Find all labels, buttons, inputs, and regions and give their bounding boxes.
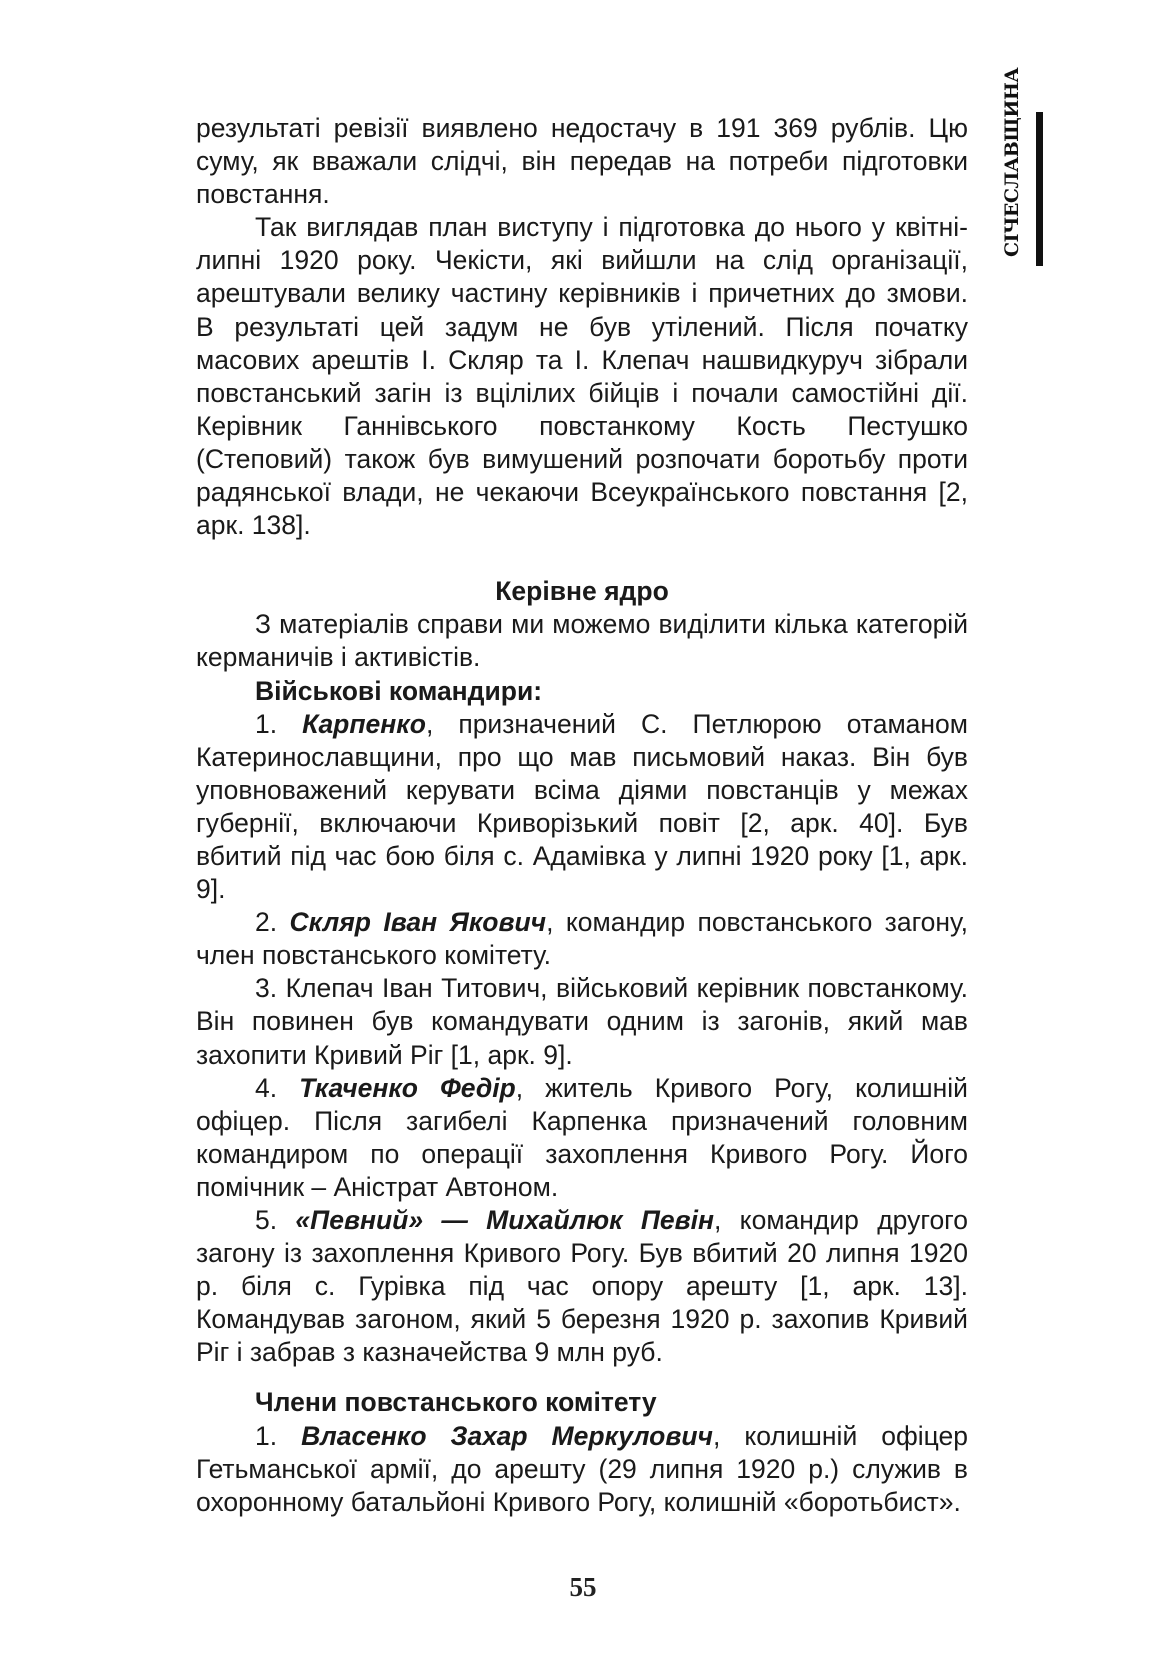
subheading-committee: Члени повстанського комітету [255, 1387, 657, 1418]
spacer [196, 1369, 968, 1386]
side-logo [1000, 67, 1050, 266]
list-item [196, 1420, 968, 1519]
paragraph: Так виглядав план виступу і підготовка до нього у квітні-липні 1920 року. Чекісти, які вийшли на слід організації, арештували велику частину керівників і причетних до змови. В результаті цей задум не був утілений. Після початку масових арештів І. Скляр та І. Клепач нашвидкуруч зібрали повстанський загін із вцілілих бійців і почали самостійні дії. Керівник Ганнівського повстанкому Кость Пестушко (Степовий) також був вимушений розпочати боротьбу проти радянської влади, не чекаючи Всеукраїнського повстання [2, арк. 138]. [196, 212, 968, 541]
paragraph: результаті ревізії виявлено недостачу в 191 369 рублів. Цю суму, як вважали слідчі, він передав на потреби підготовки повстання. [196, 113, 968, 210]
logo-bar [1036, 112, 1043, 266]
page-number: 55 [569, 1572, 597, 1602]
item-number: 1. [255, 1420, 302, 1451]
list-item [196, 906, 968, 972]
item-text: , командир повстанського загону, член повстанського комітету. [196, 907, 968, 971]
person-name: Карпенко [302, 708, 426, 739]
item-text: , житель Кривого Рогу, колишній офіцер. Після загибелі Карпенка призначений головним командиром по операції захоплення Кривого Рогу. Його помічник – Аністрат Автоном. [196, 1072, 968, 1202]
person-name: Ткаченко Федір [299, 1072, 516, 1103]
subheading-military: Військові командири: [255, 675, 543, 706]
item-text: , колишній офіцер Гетьманської армії, до арешту (29 липня 1920 р.) служив в охоронному батальйоні Кривого Рогу, колишній «боротьбист». [196, 1420, 968, 1517]
item-text: 3. Клепач Іван Титович, військовий керівник повстанкому. Він повинен був командувати одним із загонів, який мав захопити Кривий Ріг [1, арк. 9]. [196, 973, 968, 1070]
logo-text: СІЧЕСЛАВЩИНА [1001, 67, 1023, 257]
person-name: «Певний» — Михайлюк Певін [295, 1205, 715, 1235]
paragraph: З матеріалів справи ми можемо виділити кілька категорій керманичів і активістів. [196, 609, 968, 673]
page-body [196, 112, 968, 1519]
item-number: 5. [255, 1205, 296, 1235]
list-item [196, 1072, 968, 1204]
item-number: 1. [255, 708, 303, 739]
item-text: , призначений С. Петлюрою отаманом Катеринославщини, про що мав письмовий наказ. Він був уповноважений керувати всіма діями повстанців у межах губернії, включаючи Криворізький повіт [2, арк. 40]. Був вбитий під час бою біля с. Адамівка у липні 1920 року [1, арк. 9]. [196, 708, 969, 905]
section-heading: Керівне ядро [495, 576, 669, 607]
item-number: 4. [255, 1072, 300, 1103]
item-text: , командир другого загону із захоплення Кривого Рогу. Був вбитий 20 липня 1920 р. біля с. Гурівка під час опору арешту [1, арк. 13]. Командував загоном, який 5 березня 1920 р. захопив Кривий Ріг і забрав з казначейства 9 млн руб. [196, 1205, 968, 1368]
spacer [196, 542, 968, 575]
item-number: 2. [255, 907, 290, 938]
list-item [196, 1204, 968, 1369]
person-name: Власенко Захар Меркулович [301, 1420, 714, 1451]
list-item [196, 708, 968, 907]
person-name: Скляр Іван Якович [289, 907, 547, 938]
list-item [196, 972, 968, 1071]
